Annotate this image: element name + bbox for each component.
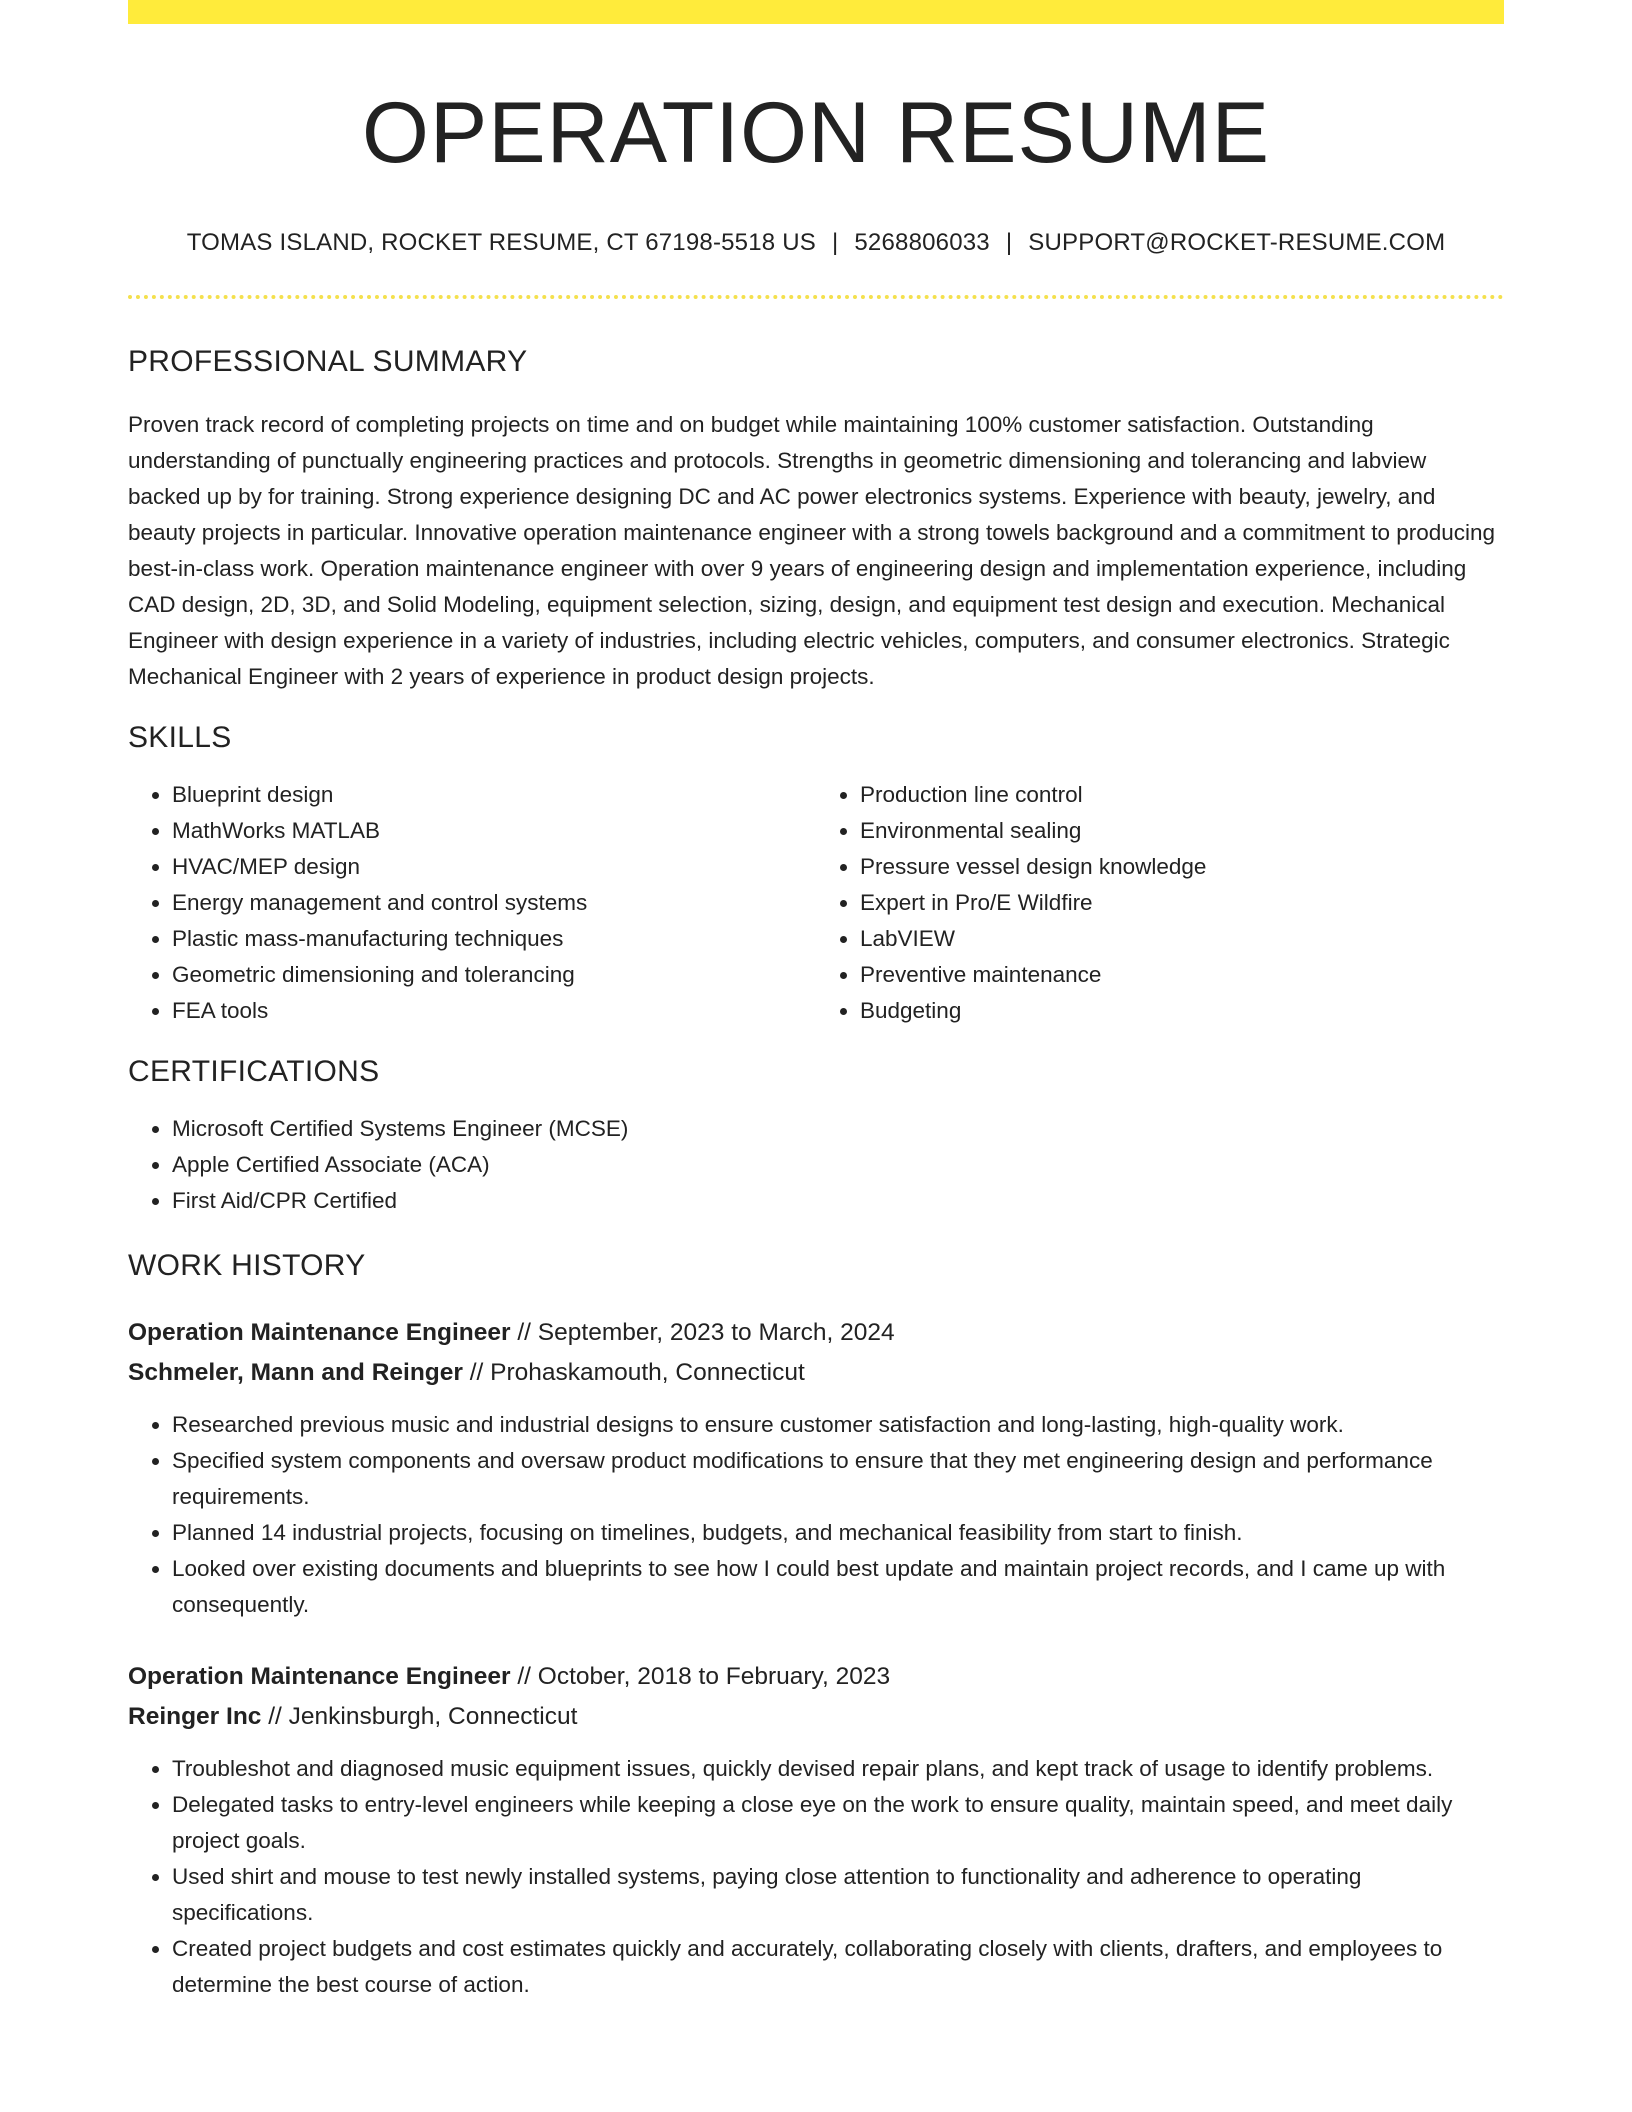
header-divider: [128, 295, 1504, 299]
job-duty-item: • Created project budgets and cost estimates quickly and accurately, collaborating closely with clients, drafters, and employees to determine the best course of action.: [172, 1931, 1504, 2003]
skill-item: • Energy management and control systems: [172, 885, 816, 921]
certifications-heading: CERTIFICATIONS: [128, 1054, 380, 1088]
job-title-line: [128, 1313, 1504, 1353]
work-history-heading: WORK HISTORY: [128, 1248, 366, 1282]
job-entry: [128, 1313, 1504, 1623]
job-duty-item: • Used shirt and mouse to test newly installed systems, paying close attention to functionality and adherence to operating specifications.: [172, 1859, 1504, 1931]
job-duties-list: [128, 1407, 1504, 1623]
job-company-line: [128, 1697, 1504, 1737]
skill-item: • HVAC/MEP design: [172, 849, 816, 885]
contact-separator: |: [831, 228, 839, 256]
summary-text: Proven track record of completing projects on time and on budget while maintaining 100% customer satisfaction. Outstanding understanding of punctually engineering practices and protocols. Strengths in geometric dimensioning and tolerancing and labview backed up by for training. Strong experience designing DC and AC power electronics systems. Experience with beauty, jewelry, and beauty projects in particular. Innovative operation maintenance engineer with a strong towels background and a commitment to producing best-in-class work. Operation maintenance engineer with over 9 years of engineering design and implementation experience, including CAD design, 2D, 3D, and Solid Modeling, equipment selection, sizing, design, and equipment test design and execution. Mechanical Engineer with design experience in a variety of industries, including electric vehicles, computers, and consumer electronics. Strategic Mechanical Engineer with 2 years of experience in product design projects.: [128, 411, 1496, 689]
skill-item: • Budgeting: [860, 993, 1504, 1029]
job-duty-item: • Delegated tasks to entry-level engineers while keeping a close eye on the work to ensure quality, maintain speed, and meet daily project goals.: [172, 1787, 1504, 1859]
job-location: // Prohaskamouth, Connecticut: [469, 1358, 805, 1386]
job-dates: // September, 2023 to March, 2024: [517, 1318, 895, 1346]
skill-item: • LabVIEW: [860, 921, 1504, 957]
job-entry: [128, 1657, 1504, 2003]
certifications-list: [128, 1111, 1504, 1219]
job-title-line: [128, 1657, 1504, 1697]
skills-heading: SKILLS: [128, 720, 232, 754]
job-duty-item: • Planned 14 industrial projects, focusing on timelines, budgets, and mechanical feasibility from start to finish.: [172, 1515, 1504, 1551]
skill-item: • Pressure vessel design knowledge: [860, 849, 1504, 885]
skills-list: [128, 777, 1504, 1029]
accent-top-bar: [128, 0, 1504, 24]
resume-title: OPERATION RESUME: [362, 85, 1270, 181]
skills-column-left: [128, 777, 816, 1029]
contact-address: TOMAS ISLAND, ROCKET RESUME, CT 67198-5518 US: [186, 228, 816, 256]
job-duty-item: • Troubleshot and diagnosed music equipment issues, quickly devised repair plans, and kept track of usage to identify problems.: [172, 1751, 1504, 1787]
skill-item: • Geometric dimensioning and tolerancing: [172, 957, 816, 993]
certification-item: • Apple Certified Associate (ACA): [172, 1147, 1504, 1183]
skill-item: • Expert in Pro/E Wildfire: [860, 885, 1504, 921]
certification-item: • First Aid/CPR Certified: [172, 1183, 1504, 1219]
job-duty-item: • Specified system components and oversaw product modifications to ensure that they met engineering design and performance requirements.: [172, 1443, 1504, 1515]
job-duty-item: • Researched previous music and industrial designs to ensure customer satisfaction and long-lasting, high-quality work.: [172, 1407, 1504, 1443]
skills-column-right: [816, 777, 1504, 1029]
contact-separator: |: [1005, 228, 1013, 256]
skill-item: • Production line control: [860, 777, 1504, 813]
job-role: Operation Maintenance Engineer: [128, 1662, 511, 1690]
resume-page: [128, 0, 1504, 2003]
certification-item: • Microsoft Certified Systems Engineer (MCSE): [172, 1111, 1504, 1147]
job-company: Schmeler, Mann and Reinger: [128, 1358, 463, 1386]
contact-line: [128, 229, 1504, 257]
skill-item: • Plastic mass-manufacturing techniques: [172, 921, 816, 957]
summary-heading: PROFESSIONAL SUMMARY: [128, 344, 528, 378]
job-company: Reinger Inc: [128, 1702, 262, 1730]
contact-phone: 5268806033: [854, 228, 990, 256]
job-dates: // October, 2018 to February, 2023: [517, 1662, 891, 1690]
skill-item: • Blueprint design: [172, 777, 816, 813]
job-company-line: [128, 1353, 1504, 1393]
job-role: Operation Maintenance Engineer: [128, 1318, 511, 1346]
skill-item: • Preventive maintenance: [860, 957, 1504, 993]
skill-item: • Environmental sealing: [860, 813, 1504, 849]
skill-item: • FEA tools: [172, 993, 816, 1029]
job-duty-item: • Looked over existing documents and blueprints to see how I could best update and maintain project records, and I came up with consequently.: [172, 1551, 1504, 1623]
skill-item: • MathWorks MATLAB: [172, 813, 816, 849]
contact-email: SUPPORT@ROCKET-RESUME.COM: [1028, 228, 1446, 256]
job-duties-list: [128, 1751, 1504, 2003]
job-location: // Jenkinsburgh, Connecticut: [268, 1702, 578, 1730]
